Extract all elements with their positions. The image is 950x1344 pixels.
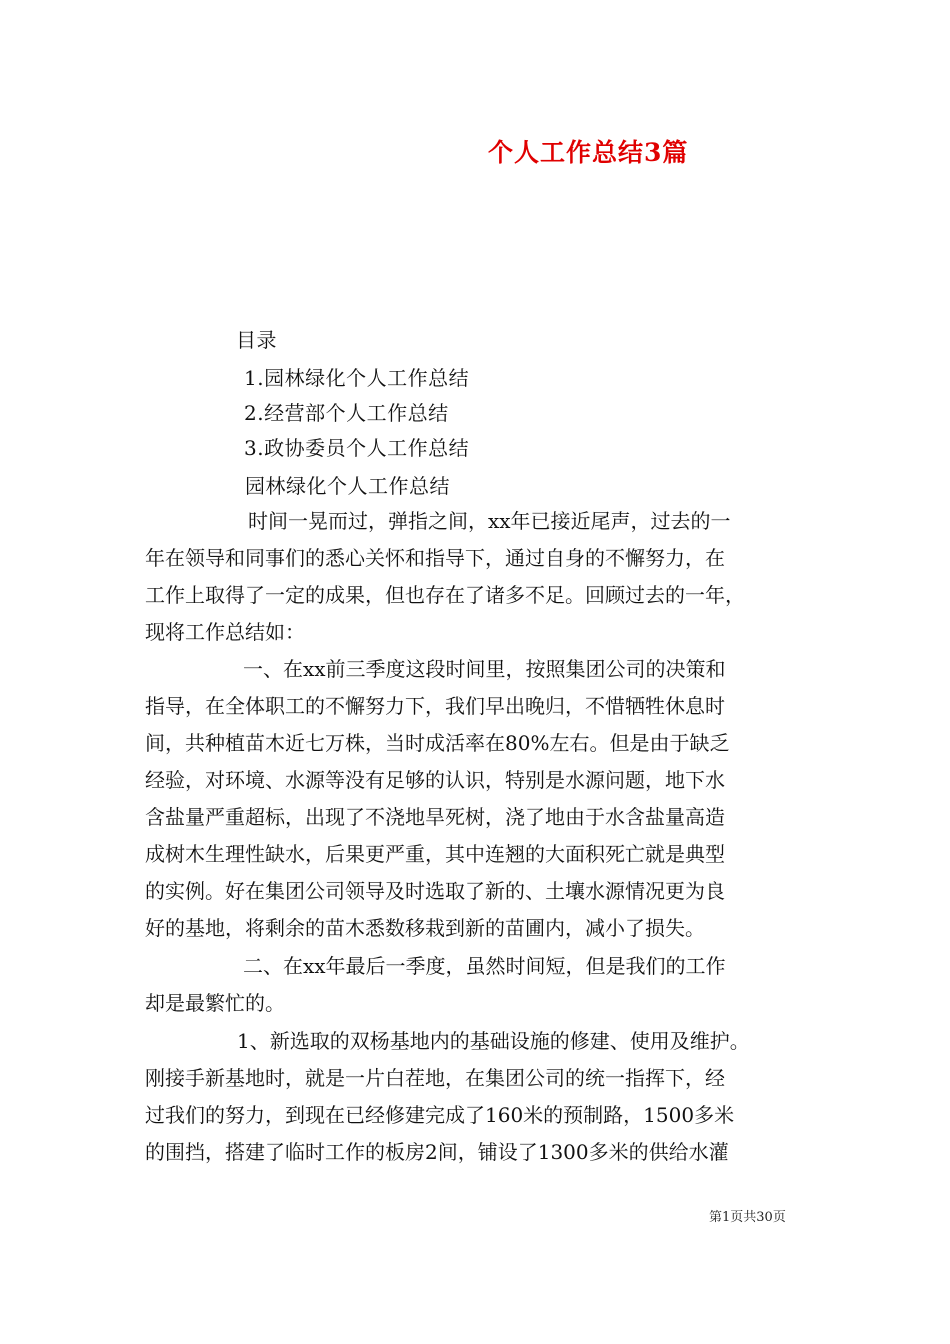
paragraph-line: 现将工作总结如：	[145, 620, 305, 644]
paragraph-line: 时间一晃而过，弹指之间，xx年已接近尾声，过去的一	[248, 509, 731, 533]
paragraph-line: 却是最繁忙的。	[145, 991, 285, 1015]
paragraph-line: 刚接手新基地时，就是一片白茬地，在集团公司的统一指挥下，经	[145, 1066, 725, 1090]
paragraph-line: 成树木生理性缺水，后果更严重，其中连翘的大面积死亡就是典型	[145, 842, 725, 866]
paragraph-line: 的围挡，搭建了临时工作的板房2间，铺设了1300多米的供给水灌	[145, 1140, 729, 1164]
paragraph-line: 好的基地，将剩余的苗木悉数移栽到新的苗圃内，减小了损失。	[145, 916, 705, 940]
page-footer: 第1页共30页	[709, 1210, 786, 1225]
paragraph-line: 一、在xx前三季度这段时间里，按照集团公司的决策和	[243, 657, 726, 681]
paragraph-line: 间，共种植苗木近七万株，当时成活率在80%左右。但是由于缺乏	[145, 731, 730, 755]
paragraph-line: 指导，在全体职工的不懈努力下，我们早出晚归，不惜牺牲休息时	[145, 694, 725, 718]
paragraph-line: 年在领导和同事们的悉心关怀和指导下，通过自身的不懈努力，在	[145, 546, 725, 570]
paragraph-line: 的实例。好在集团公司领导及时选取了新的、土壤水源情况更为良	[145, 879, 725, 903]
document-title: 个人工作总结3篇	[488, 138, 689, 167]
paragraph-line: 工作上取得了一定的成果，但也存在了诸多不足。回顾过去的一年，	[145, 583, 745, 607]
section-title: 园林绿化个人工作总结	[245, 474, 450, 498]
toc-heading: 目录	[236, 328, 277, 352]
paragraph-line: 经验，对环境、水源等没有足够的认识，特别是水源问题，地下水	[145, 768, 725, 792]
toc-item: 1.园林绿化个人工作总结	[244, 366, 470, 390]
paragraph-line: 过我们的努力，到现在已经修建完成了160米的预制路，1500多米	[145, 1103, 735, 1127]
paragraph-line: 二、在xx年最后一季度，虽然时间短，但是我们的工作	[243, 954, 726, 978]
paragraph-line: 含盐量严重超标，出现了不浇地旱死树，浇了地由于水含盐量高造	[145, 805, 725, 829]
toc-item: 3.政协委员个人工作总结	[244, 436, 470, 460]
paragraph-line: 1、新选取的双杨基地内的基础设施的修建、使用及维护。	[237, 1029, 750, 1053]
toc-item: 2.经营部个人工作总结	[244, 401, 449, 425]
